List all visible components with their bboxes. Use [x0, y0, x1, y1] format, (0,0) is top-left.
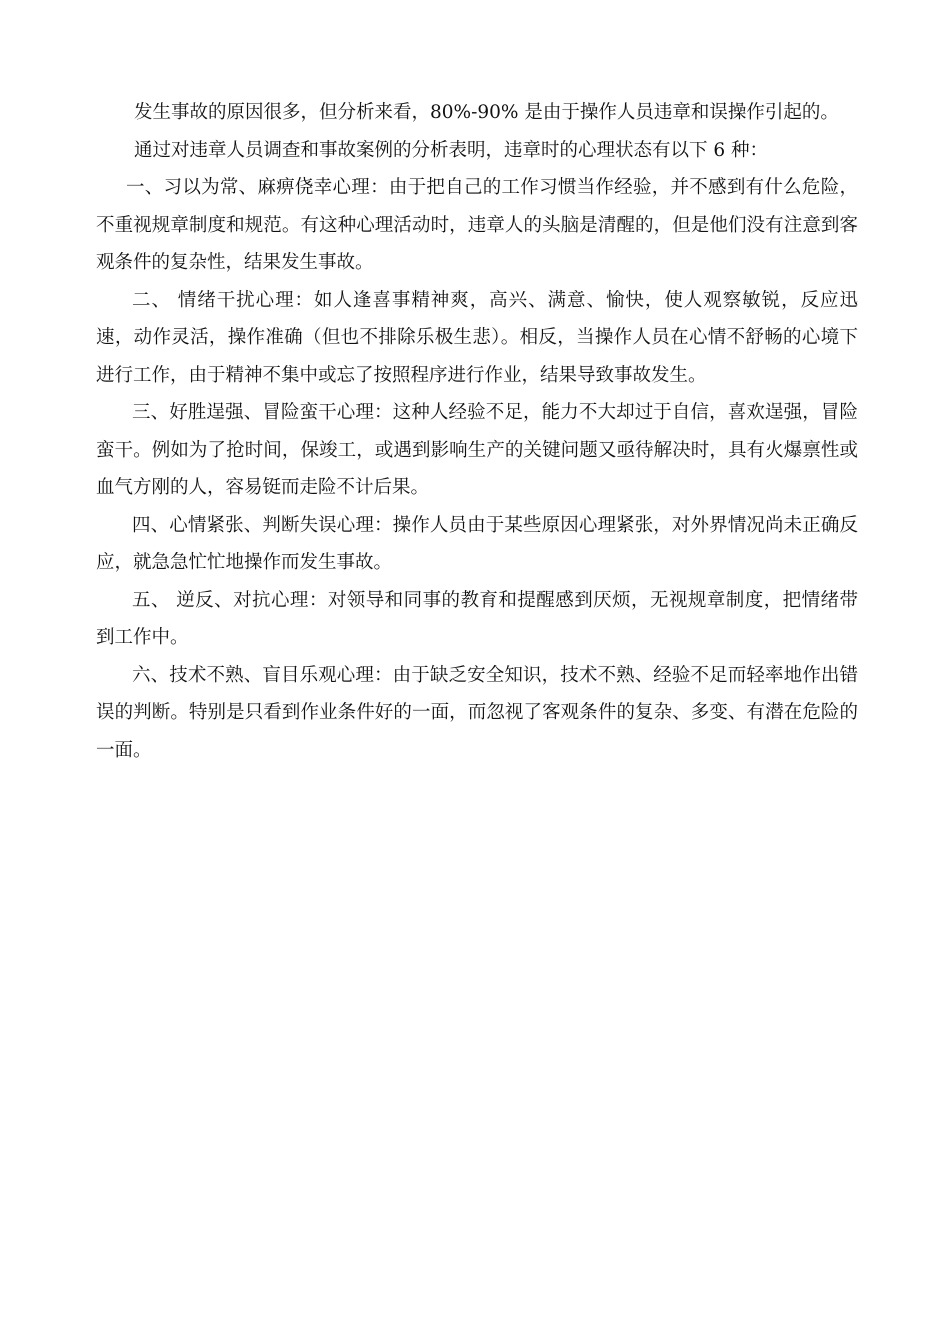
- paragraph-intro-cause: 发生事故的原因很多，但分析来看，80%-90% 是由于操作人员违章和误操作引起的。: [134, 102, 839, 123]
- paragraph-item-5: 五、 逆反、对抗心理：对领导和同事的教育和提醒感到厌烦，无视规章制度，把情绪带到工作中。: [96, 589, 858, 648]
- document-body: [96, 94, 858, 769]
- paragraph-item-4: 四、心情紧张、判断失误心理：操作人员由于某些原因心理紧张，对外界情况尚未正确反应，就急急忙忙地操作而发生事故。: [96, 514, 858, 573]
- paragraph-item-6: 六、技术不熟、盲目乐观心理：由于缺乏安全知识，技术不熟、经验不足而轻率地作出错误的判断。特别是只看到作业条件好的一面，而忽视了客观条件的复杂、多变、有潜在危险的一面。: [96, 664, 858, 761]
- paragraph-intro-states: 通过对违章人员调查和事故案例的分析表明，违章时的心理状态有以下 6 种：: [134, 139, 769, 161]
- paragraph-item-2: 二、 情绪干扰心理：如人逢喜事精神爽，高兴、满意、愉快，使人观察敏锐，反应迅速，动作灵活，操作准确（但也不排除乐极生悲）。相反，当操作人员在心情不舒畅的心境下进行工作，由于精神不集中或忘了按照程序进行作业，结果导致事故发生。: [96, 289, 858, 386]
- paragraph-item-3: 三、好胜逞强、冒险蛮干心理：这种人经验不足，能力不大却过于自信，喜欢逞强，冒险蛮干。例如为了抢时间，保竣工，或遇到影响生产的关键问题又亟待解决时，具有火爆禀性或血气方刚的人，容易铤而走险不计后果。: [96, 402, 858, 498]
- paragraph-item-1: 一、习以为常、麻痹侥幸心理：由于把自己的工作习惯当作经验，并不感到有什么危险，不重视规章制度和规范。有这种心理活动时，违章人的头脑是清醒的，但是他们没有注意到客观条件的复杂性，结果发生事故。: [96, 177, 858, 273]
